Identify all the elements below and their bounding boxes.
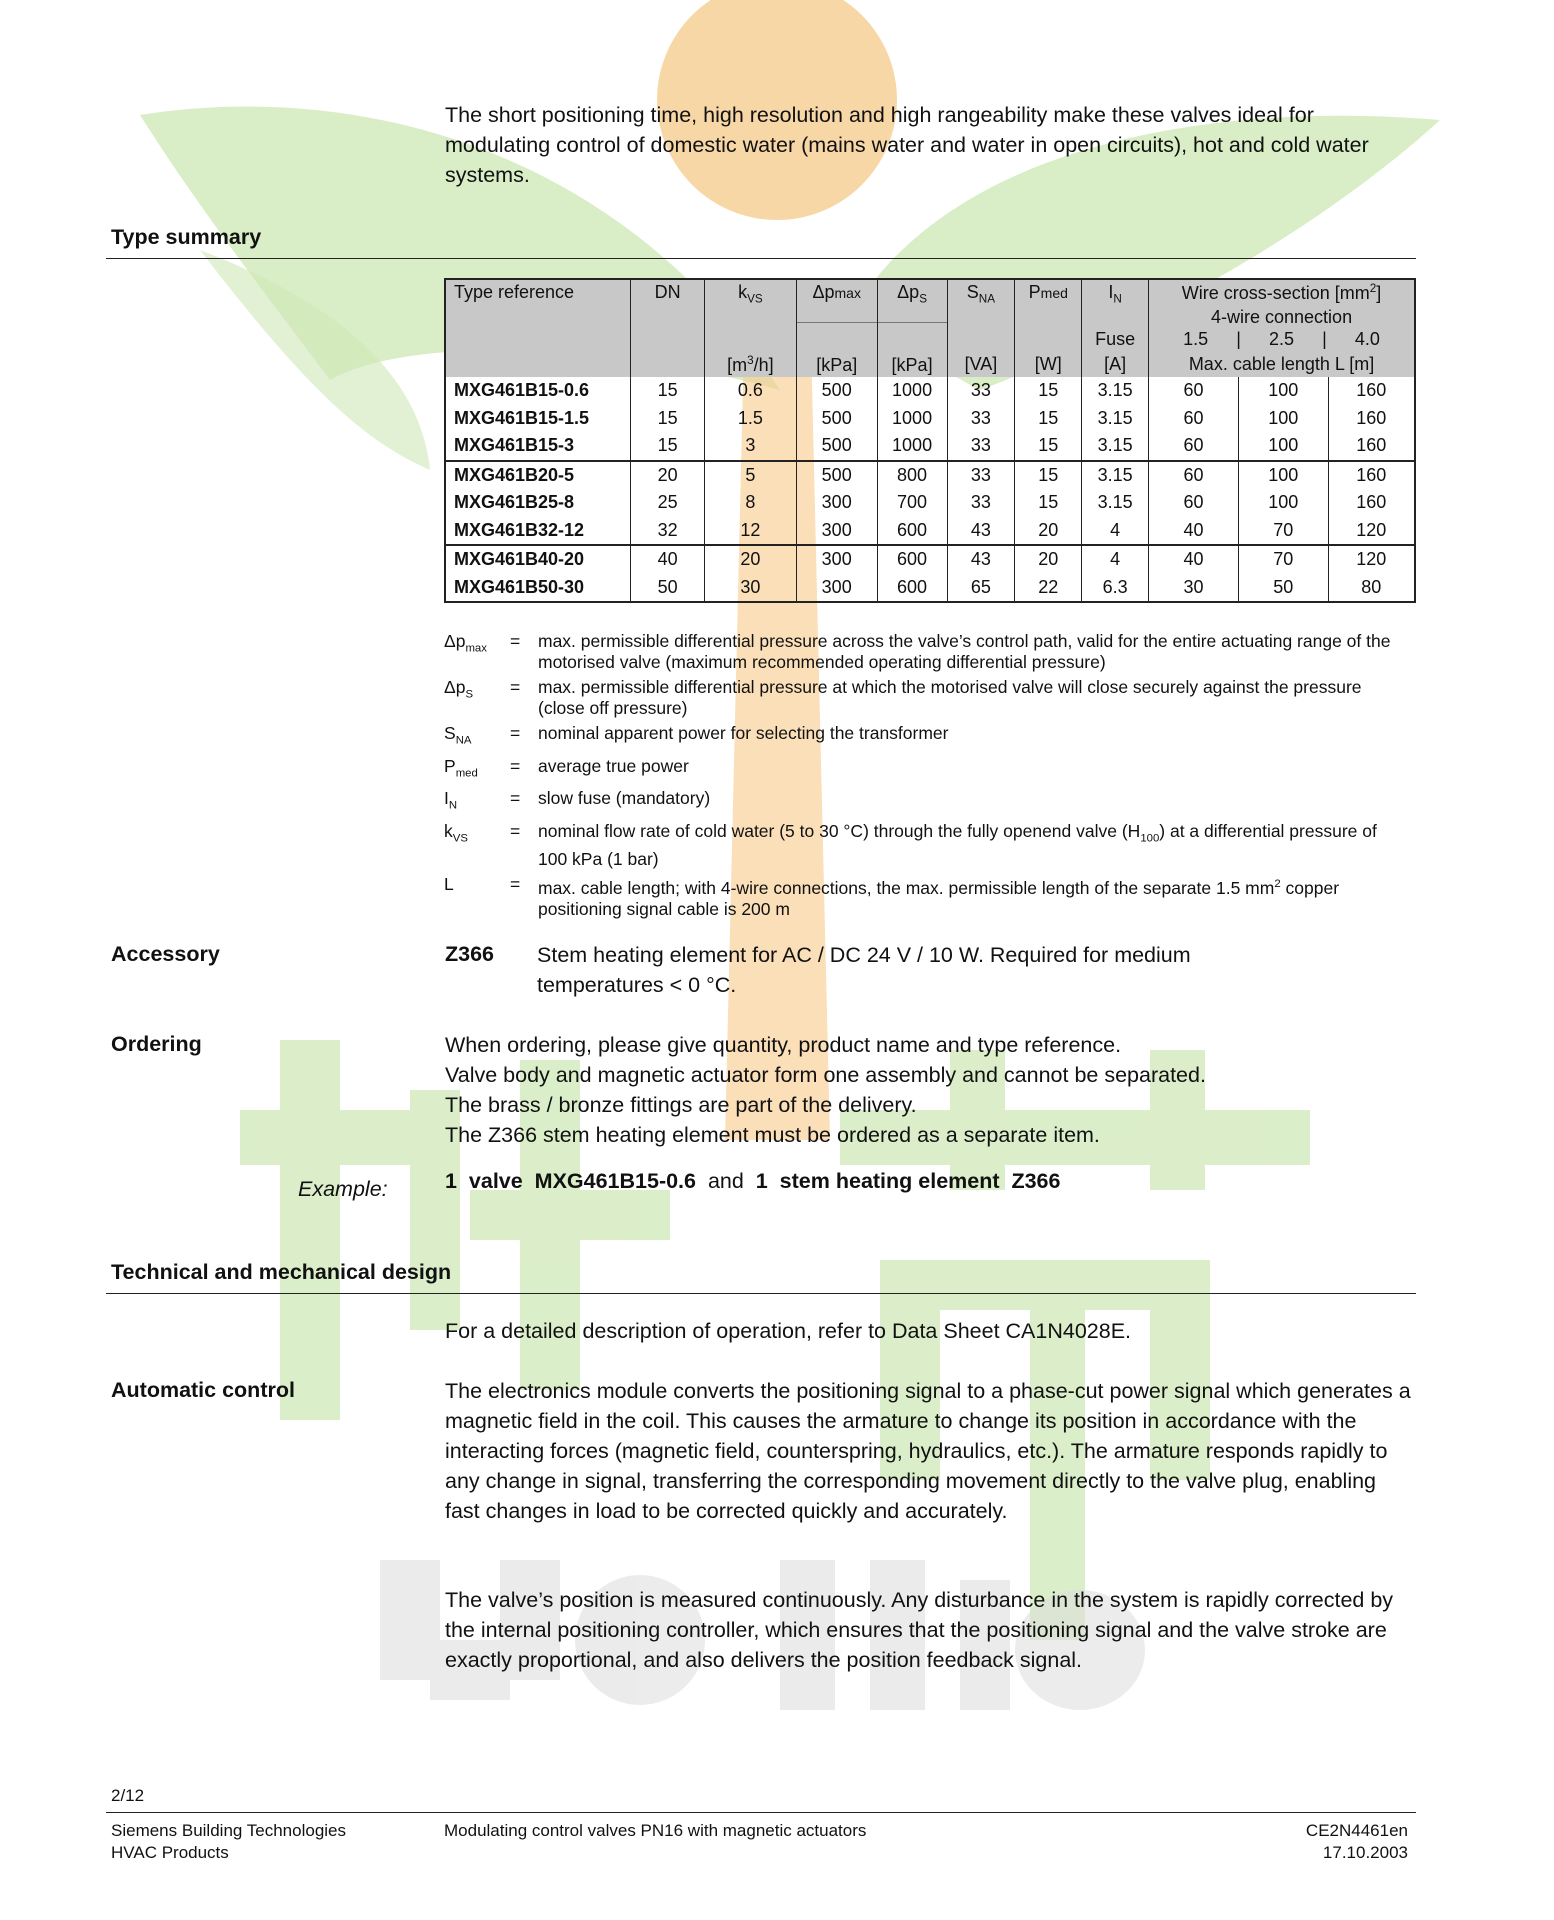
table-cell: 3.15 [1082,489,1149,517]
footer-rule [106,1812,1416,1813]
table-cell: 32 [631,517,705,546]
page-number: 2/12 [111,1786,145,1805]
table-cell: 65 [947,574,1015,603]
ordering-line: The Z366 stem heating element must be ordered as a separate item. [445,1123,1100,1147]
legend-subscript: max [465,642,487,655]
table-cell: 120 [1328,545,1415,574]
table-cell: 500 [796,405,877,433]
cell-type-reference: MXG461B32-12 [445,517,631,546]
example-label: Example: [298,1177,388,1201]
table-cell: 15 [631,432,705,461]
section-heading-automatic-control: Automatic control [111,1378,295,1402]
table-cell: 70 [1238,545,1328,574]
accessory-code: Z366 [445,942,495,966]
table-cell: 160 [1328,432,1415,461]
header-in [1082,279,1149,377]
header-type-reference-label: Type reference [454,282,575,302]
table-cell: 800 [877,461,947,490]
table-cell: 100 [1238,489,1328,517]
table-cell: 60 [1149,461,1239,490]
header-sna [947,279,1015,377]
table-row [445,517,1415,546]
table-row [445,405,1415,433]
header-sna-subscript: NA [978,292,996,306]
legend-subscript: S [465,688,474,701]
legend-description [538,821,1408,871]
legend-description: slow fuse (mandatory) [538,788,711,808]
table-cell: 12 [705,517,797,546]
legend-text-sup: 2 [1274,878,1281,890]
table-cell: 8 [705,489,797,517]
table-cell: 500 [796,432,877,461]
header-dn [631,279,705,377]
table-cell: 300 [796,545,877,574]
type-summary-table [444,278,1416,603]
legend-symbol: S [444,723,456,743]
table-row [445,574,1415,603]
header-wire-subtitle: 4-wire connection [1211,307,1353,327]
header-sna-symbol: S [966,282,979,302]
unit-pmed: [W] [1034,354,1062,374]
technical-text: For a detailed description of operation, refer to Data Sheet CA1N4028E. [445,1319,1132,1343]
table-cell: 600 [877,574,947,603]
table-cell: 30 [705,574,797,603]
unit-kvs [705,354,796,376]
table-cell: 33 [947,489,1015,517]
header-pmed-symbol: P [1028,282,1041,302]
automatic-paragraph-1: The electronics module converts the positioning signal to a phase-cut power signal which generates a magnetic field in the coil. This causes the armature to change its position in accordance with the interacting forces (magnetic field, counterspring, hydraulics, etc.). The armature responds rapidly to any change in signal, transferring the corresponding movement directly to the valve plug, enabling fast changes in load to be corrected quickly and accurately. [445,1379,1411,1523]
table-cell: 43 [947,545,1015,574]
table-cell: 500 [796,461,877,490]
header-wire-separator: | [1322,329,1327,349]
cell-type-reference: MXG461B40-20 [454,549,585,570]
legend-item-sna [444,723,1416,752]
table-cell: 43 [947,517,1015,546]
table-cell: 3.15 [1082,432,1149,461]
table-cell: 15 [1015,489,1082,517]
legend-equals: = [510,874,521,894]
table-cell: 33 [947,432,1015,461]
legend-symbol: k [444,820,453,841]
section-rule [106,258,1416,259]
table-row [445,545,1415,574]
cell-type-reference: MXG461B50-30 [454,576,585,597]
cell-type-reference: MXG461B15-1.5 [454,407,590,428]
legend-equals: = [510,631,521,651]
legend-subscript: NA [455,734,472,747]
legend-equals: = [510,723,521,743]
footer-doc-info [1306,1820,1408,1864]
header-wire-1-5: 1.5 [1183,329,1209,349]
legend-description: max. permissible differential pressure at which the motorised valve will close securely against the pressure (close off pressure) [538,677,1362,718]
example-valve: 1 valve MXG461B15-0.6 [445,1169,696,1193]
table-cell: 4 [1082,545,1149,574]
table-cell: 3.15 [1082,377,1149,405]
legend-description: average true power [538,755,689,776]
legend-item-pmed [444,756,1416,785]
table-cell: 22 [1015,574,1082,603]
example-stem-heating: 1 stem heating element Z366 [755,1169,1061,1193]
legend-text-pre: max. cable length; with 4-wire connections, the max. permissible length of the separate 1.5 mm [538,877,1275,898]
table-cell: 15 [1015,461,1082,490]
table-cell: 50 [1238,574,1328,603]
ordering-line: Valve body and magnetic actuator form one assembly and cannot be separated. [445,1063,1206,1087]
legend-symbol: I [444,788,449,808]
legend-item-l [444,874,1416,920]
table-cell: 40 [631,545,705,574]
legend-description: nominal apparent power for selecting the transformer [538,723,949,743]
header-fuse: Fuse [1095,329,1136,349]
legend-symbol: P [444,755,456,776]
table-cell: 30 [1149,574,1239,603]
header-wire-separator: | [1236,329,1241,349]
header-kvs-symbol: k [738,282,748,302]
table-cell: 25 [631,489,705,517]
header-cable-length: Max. cable length L [m] [1188,354,1375,374]
header-in-subscript: N [1113,292,1122,306]
legend-equals: = [510,755,521,776]
header-dps-symbol: Δp [897,282,920,302]
table-cell: 1000 [877,432,947,461]
table-row [445,377,1415,405]
table-cell: 0.6 [705,377,797,405]
table-cell: 4 [1082,517,1149,546]
table-cell: 50 [631,574,705,603]
header-wire-2-5: 2.5 [1268,329,1295,349]
legend-symbol: Δp [444,631,466,651]
section-heading-accessory: Accessory [111,942,220,966]
section-heading-type-summary: Type summary [111,225,262,249]
table-cell: 160 [1328,489,1415,517]
table-cell: 300 [796,489,877,517]
table-cell: 100 [1238,461,1328,490]
table-cell: 40 [1149,545,1239,574]
ordering-text [445,1030,1415,1150]
unit-kvs-sup: 3 [747,354,754,367]
header-dpmax-subscript: max [834,285,861,301]
type-summary-table-wrapper [444,278,1416,603]
header-dpmax-symbol: Δp [812,282,835,302]
legend-item-in [444,788,1416,817]
footer-date: 17.10.2003 [1322,1843,1408,1862]
table-cell: 3 [705,432,797,461]
unit-kvs-post: /h] [753,355,774,375]
header-wire-sizes [1149,329,1414,354]
example-and: and [707,1169,744,1193]
table-cell: 100 [1238,377,1328,405]
table-cell: 160 [1328,405,1415,433]
table-cell: 160 [1328,461,1415,490]
table-cell: 300 [796,517,877,546]
table-cell: 80 [1328,574,1415,603]
table-cell: 20 [631,461,705,490]
legend-text-post: copper positioning signal cable is 200 m [538,877,1340,919]
legend-text-sub: 100 [1140,832,1160,844]
header-type-reference [445,279,631,377]
legend-item-dpmax [444,631,1416,673]
legend-symbol: Δp [444,677,466,697]
type-summary-table-body [445,377,1415,602]
table-row [445,461,1415,490]
cell-type-reference: MXG461B25-8 [454,492,575,513]
legend-text-post: ) at a differential pressure of 100 kPa (1 bar) [538,820,1377,869]
table-cell: 33 [947,377,1015,405]
legend-item-dps [444,677,1416,719]
header-wire-title-end: ] [1376,283,1382,303]
table-cell: 15 [1015,432,1082,461]
table-cell: 15 [631,377,705,405]
table-row [445,432,1415,461]
table-cell: 120 [1328,517,1415,546]
table-cell: 60 [1149,377,1239,405]
table-cell: 300 [796,574,877,603]
ordering-line: When ordering, please give quantity, product name and type reference. [445,1033,1122,1057]
table-cell: 6.3 [1082,574,1149,603]
legend-description [538,874,1408,920]
unit-kvs-pre: [m [727,355,748,375]
header-dn-label: DN [654,282,681,302]
table-legend [444,631,1416,924]
table-cell: 70 [1238,517,1328,546]
legend-equals: = [510,677,521,697]
table-cell: 1000 [877,405,947,433]
legend-equals: = [510,820,521,841]
table-cell: 1000 [877,377,947,405]
intro-paragraph: The short positioning time, high resolution and high rangeability make these valves ideal for modulating control of domestic water (mains water and water in open circuits), hot and cold water systems. [445,103,1369,187]
footer-company-line: HVAC Products [111,1843,229,1862]
cell-type-reference: MXG461B20-5 [454,464,575,485]
table-cell: 100 [1238,432,1328,461]
header-in-symbol: I [1108,282,1114,302]
unit-dps: [kPa] [891,355,933,375]
cell-type-reference: MXG461B15-3 [445,432,631,461]
table-cell: 3.15 [1082,461,1149,490]
table-cell: 33 [947,405,1015,433]
table-cell: 60 [1149,489,1239,517]
header-wire-title-sup: 2 [1369,282,1377,295]
header-wire-cross-section [1149,279,1415,377]
table-cell: 600 [877,545,947,574]
table-cell: 700 [877,489,947,517]
header-wire-4-0: 4.0 [1354,329,1380,349]
footer-company [111,1820,346,1864]
table-cell: 15 [1015,405,1082,433]
table-cell: 500 [796,377,877,405]
table-cell: 15 [631,405,705,433]
header-kvs-subscript: VS [747,292,763,306]
legend-symbol: L [444,874,454,894]
table-cell: 5 [705,461,797,490]
legend-item-kvs [444,821,1416,871]
table-cell: 1.5 [705,405,797,433]
footer-company-line: Siemens Building Technologies [111,1821,347,1840]
header-dps [877,279,947,377]
header-wire-title: Wire cross-section [mm [1181,283,1370,303]
unit-sna: [VA] [964,354,998,374]
header-pmed-subscript: med [1040,285,1068,301]
table-cell: 20 [705,545,797,574]
table-cell: 3.15 [1082,405,1149,433]
table-cell: 60 [1149,432,1239,461]
header-kvs [705,279,797,377]
cell-type-reference: MXG461B15-0.6 [454,380,590,401]
table-cell: 160 [1328,377,1415,405]
table-row [445,489,1415,517]
header-dpmax [796,279,877,377]
legend-text-pre: nominal flow rate of cold water (5 to 30 °C) through the fully openend valve (H [538,820,1141,841]
header-pmed [1015,279,1082,377]
legend-description: max. permissible differential pressure across the valve’s control path, valid for the entire actuating range of the motorised valve (maximum recommended operating differential pressure) [538,631,1391,672]
unit-in: [A] [1104,354,1127,374]
accessory-description: Stem heating element for AC / DC 24 V / 10 W. Required for medium temperatures < 0 °C. [537,943,1191,997]
unit-dpmax: [kPa] [816,355,858,375]
table-cell: 20 [1015,545,1082,574]
section-rule [106,1293,1416,1294]
section-heading-technical: Technical and mechanical design [111,1260,452,1284]
table-cell: 33 [947,461,1015,490]
legend-subscript: VS [452,832,468,844]
footer-title: Modulating control valves PN16 with magnetic actuators [444,1821,867,1840]
table-cell: 60 [1149,405,1239,433]
automatic-paragraph-2: The valve’s position is measured continuously. Any disturbance in the system is rapidly corrected by the internal positioning controller, which ensures that the positioning signal and the valve stroke are exactly proportional, and also delivers the position feedback signal. [445,1588,1394,1672]
table-cell: 20 [1015,517,1082,546]
header-dps-subscript: S [919,292,927,306]
footer-doc-number: CE2N4461en [1305,1821,1408,1840]
table-cell: 15 [1015,377,1082,405]
table-cell: 600 [877,517,947,546]
ordering-example [445,1166,1060,1196]
legend-equals: = [510,788,521,808]
ordering-line: The brass / bronze fittings are part of the delivery. [445,1093,917,1117]
table-cell: 40 [1149,517,1239,546]
section-heading-ordering: Ordering [111,1032,202,1056]
legend-subscript: N [448,799,458,812]
table-cell: 100 [1238,405,1328,433]
legend-subscript: med [455,767,478,779]
